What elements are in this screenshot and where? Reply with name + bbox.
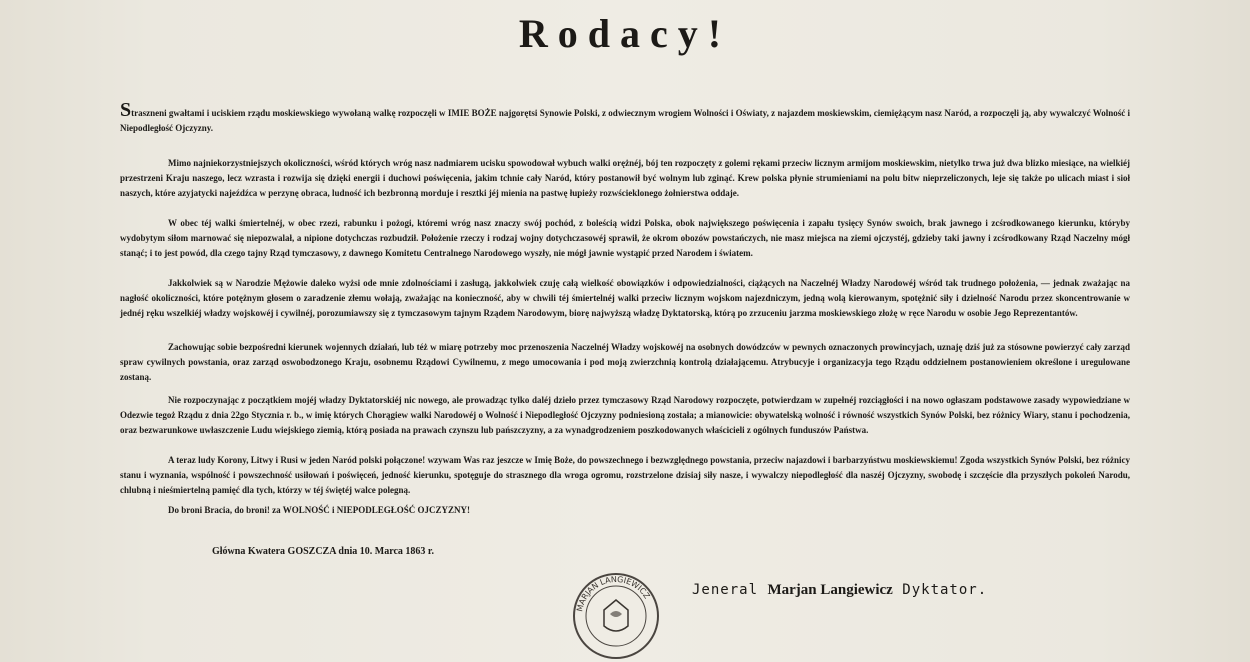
paragraph-1-text: traszneni gwałtami i uciskiem rządu moskiewskiego wywołaną walkę rozpoczęli w IMIE BOŻE najgorętsi Synowie Polski, z odwiecznym wrogiem Wolności i Oświaty, z najazdem moskiewskim, ciemiężącym nasz Naród, a rozpoczęli ją, aby wywalczyć Wolność i Niepodległość Ojczyzny.: [120, 108, 1130, 133]
paragraph-7-text: A teraz ludy Korony, Litwy i Rusi w jeden Naród polski połączone! wzywam Was raz jeszcze w Imię Boże, do powszechnego i bezwzględnego powstania, przeciw najazdowi i barbarzyństwu moskiewskiemu! Zgoda wszystkich Synów Polski, bez różnicy stanu i wyznania, wspólność i powszechność usiłowań i poświęceń, jedność kierunku, spotęguje do strasznego dla wroga ogromu, rozstrzelone dzisiaj siły nasze, i wywalczy niepodległość dla naszéj Ojczyzny, swobodę i szczęście dla przyszłych pokoleń Narodu, chlubną i nieśmiertelną pamięć dla tych, którzy w téj świętéj walce polegną.: [120, 455, 1130, 495]
paragraph-3: [120, 216, 1130, 261]
signature: [692, 582, 987, 599]
signature-suffix: Dyktator.: [902, 582, 988, 598]
place-and-date: Główna Kwatera GOSZCZA dnia 10. Marca 1863 r.: [212, 546, 434, 557]
seal-stamp-icon: [570, 570, 662, 662]
drop-cap: S: [120, 99, 132, 121]
seal-text: MARJAN LANGIEWICZ: [575, 574, 652, 613]
paragraph-7: [120, 453, 1130, 498]
document-title: Rodacy!: [518, 11, 732, 56]
paragraph-2-text: Mimo najniekorzystniejszych okoliczności, wśród których wróg nasz nadmiarem ucisku spowodował wybuch walki orężnéj, bój ten rozpoczęty z golemi rękami przeciw licznym armijom moskiewskim, nietylko trwa już dwa blizko miesiące, na wielkiéj przestrzeni Kraju naszego, lecz wzrasta i rozwija się dzięki energii i duchowi poświęcenia, jakim tchnie cały Naród, który postanowił być wolnym lub zginąć. Krew polska płynie strumieniami na polu bitw nieprzeliczonych, leje się także po ulicach miast i sioł naszych, które azyjatycki najeźdźca w perzynę obraca, ludność ich bezbronną morduje i resztki jéj mienia na pastwę łupieży rozwścieklonego żołnierstwa oddaje.: [120, 158, 1130, 198]
paragraph-4-text: Jakkolwiek są w Narodzie Mężowie daleko wyżsi ode mnie zdolnościami i zasługą, jakkolwiek czuję całą wielkość obowiązków i odpowiedzialności, ciążących na Naczelnéj Władzy Narodowéj wśród tak trudnego położenia, — jednak zważając na nagłość okoliczności, które potężnym głosem o zaradzenie złemu wołają, zważając na konieczność, aby w chwili téj śmiertelnéj walki przeciw licznym wojskom najezdniczym, jedną wolą kierowanym, spotężnić siły i dzielność Narodu przez skoncentrowanie w jednéj ręku wszelkiéj władzy wojskowéj i cywilnéj, porozumiawszy się z tymczasowym tajnym Rządem Narodowym, biorę najwyższą władzę Dyktatorską, którą po zrzuceniu jarzma moskiewskiego złożę w ręce Narodu w osobie Jego Reprezentantów.: [120, 278, 1130, 318]
paragraph-6-text: Nie rozpoczynając z początkiem mojéj władzy Dyktatorskiéj nic nowego, ale prowadząc tylko daléj dzieło przez tymczasowy Rząd Narodowy rozpoczęte, potwierdzam w zupełnéj rozciągłości i na nowo ogłaszam podstawowe zasady wypowiedziane w Odezwie tegoż Rządu z dnia 22go Stycznia r. b., w imię których Chorągiew walki Narodowéj o Wolność i Niepodległość Ojczyzny podniesioną została; a mianowicie: obywatelską wolność i równość wszystkich Synów Polski, bez różnicy Wiary, stanu i pochodzenia, oraz bezwarunkowe uwłaszczenie Ludu wiejskiego ziemią, którą posiada na prawach czynszu lub pańszczyzny, a za wynadgrodzeniem poszkodowanych właścicieli z ogólnych funduszów Państwa.: [120, 395, 1130, 435]
paragraph-2: [120, 156, 1130, 201]
signature-prefix: Jeneral: [692, 582, 759, 598]
paragraph-5: [120, 340, 1130, 385]
paragraph-3-text: W obec téj walki śmiertelnéj, w obec rzezi, rabunku i pożogi, któremi wróg nasz znaczy swój pochód, z boleścią widzi Polska, obok największego poświęcenia i zapału tysięcy Synów swoich, brak jawnego i zcśrodkowanego kierunku, któryby wydobytym siłom marnować się niepozwalał, a nipione dotychczas rozbudził. Położenie rzeczy i rodzaj wojny dotychczasowéj sprawił, że okrom obozów powstańczych, nie masz miejsca na ziemi ojczystéj, gdzieby taki jawny i zcśrodkowany Rząd Naczelny mógł stanąć; i to jest powód, dla czego tajny Rząd tymczasowy, z dawnego Komitetu Centralnego Narodowego wyszły, nie mógł jawnie wystąpić przed Narodem i światem.: [120, 218, 1130, 258]
paragraph-1: [120, 99, 1130, 136]
svg-text:MARJAN LANGIEWICZ: [575, 575, 652, 613]
paragraph-4: [120, 276, 1130, 321]
signature-name: Marjan Langiewicz: [767, 582, 893, 598]
call-to-arms: Do broni Bracia, do broni! za WOLNOŚĆ i NIEPODLEGŁOŚĆ OJCZYZNY!: [168, 505, 471, 515]
paragraph-6: [120, 393, 1130, 438]
paragraph-5-text: Zachowując sobie bezpośredni kierunek wojennych działań, lub téż w miarę potrzeby moc przenoszenia Naczelnéj Władzy wojskowéj na osobnych dowódzców w pewnych oznaczonych prowincyjach, uznaję dziś już za stósowne powierzyć cały zarząd spraw cywilnych powstania, oraz zarząd oswobodzonego Kraju, osobnemu Rządowi Cywilnemu, z mego umocowania i pod moją zwierzchnią kontrolą działającemu. Atrybucyje i organizacyja tego Rządu oddzielnem postanowieniem określone i uregulowane zostaną.: [120, 342, 1130, 382]
paragraph-8: [120, 503, 1130, 518]
